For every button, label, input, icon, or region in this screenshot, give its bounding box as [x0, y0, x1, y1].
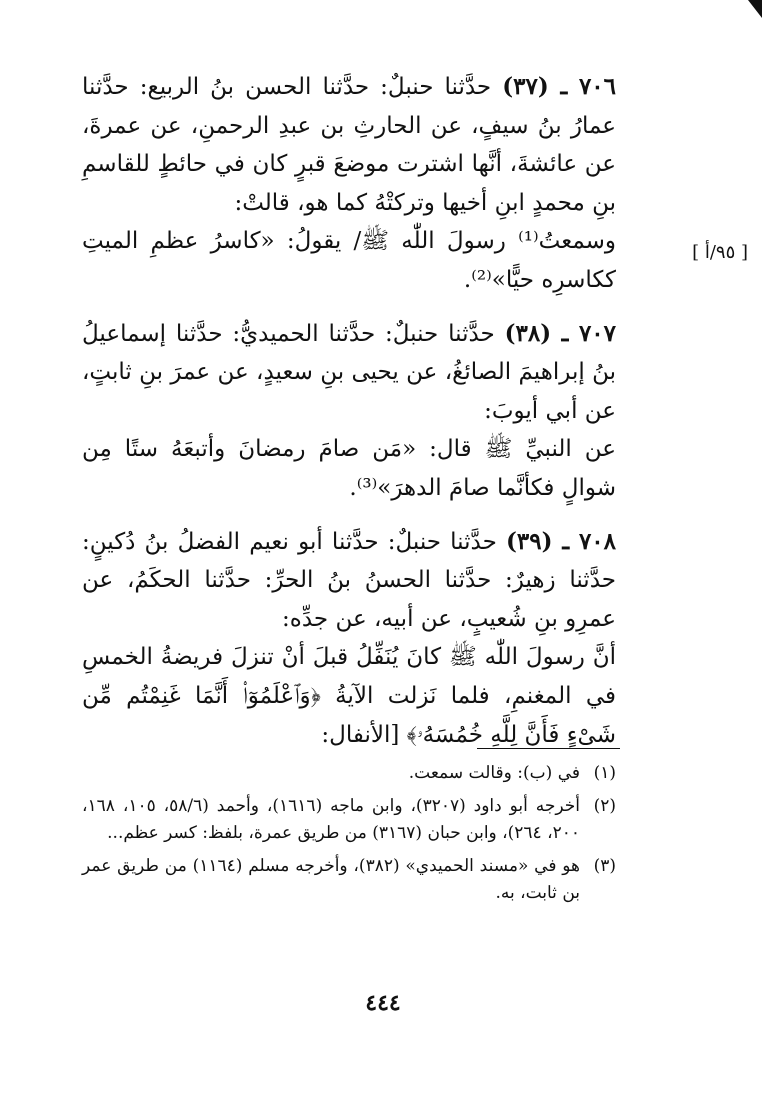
footnote-text: في (ب): وقالت سمعت.	[408, 763, 580, 783]
footnote-number: (١)	[593, 763, 616, 783]
paragraph-hadith-707-matn	[82, 430, 616, 507]
paragraph-text: حدَّثنا حنبلٌ: حدَّثنا الحسن بنُ الربيع: حدَّثنا عمارُ بنُ سيفٍ، عن الحارثِ بن عبدِ الرحمنِ، عن عمرةَ، عن عائشةَ، أنَّها اشترت موضعَ قبرٍ كان في حائطٍ للقاسمِ بنِ محمدٍ ابنِ أخيها وتركتْهُ كما هو، قالتْ:	[82, 74, 616, 216]
manuscript-folio-note: [ ٩٥/أ ]	[692, 242, 748, 263]
paragraph-hadith-708	[82, 523, 616, 639]
hadith-number: ٧٠٨ ـ (٣٩)	[505, 527, 616, 555]
paragraph-hadith-706	[82, 68, 616, 222]
hadith-number: ٧٠٧ ـ (٣٨)	[504, 319, 616, 347]
hadith-number: ٧٠٦ ـ (٣٧)	[502, 73, 617, 100]
paragraph-hadith-706-matn	[82, 222, 616, 299]
page-number: ٤٤٤	[365, 990, 401, 1016]
footnote-number: (٣)	[593, 856, 616, 876]
footnote-text: أخرجه أبو داود (٣٢٠٧)، وابن ماجه (١٦١٦)، وأحمد (٥٨/٦، ١٠٥، ١٦٨، ٢٠٠، ٢٦٤)، وابن حبان (٣١٦٧) من طريق عمرة، بلفظ: كسر عظم...	[82, 796, 581, 843]
footnote-3	[82, 853, 616, 907]
paragraph-text: أنَّ رسولَ اللّٰه ﷺ كانَ يُنَفِّلُ قبلَ أنْ تنزلَ فريضةُ الخمسِ في المغنمِ، فلما نَزلت الآيةُ ﴿وَٱعْلَمُوٓا۟ أَنَّمَا غَنِمْتُم مِّن شَىْءٍ فَأَنَّ لِلَّهِ خُمُسَهُۥ﴾ [الأنفال:	[82, 644, 616, 748]
footnote-1	[82, 760, 616, 787]
paragraph-text: حدَّثنا حنبلٌ: حدَّثنا أبو نعيم الفضلُ بنُ دُكينٍ: حدَّثنا زهيرٌ: حدَّثنا الحسنُ بنُ الحرِّ: حدَّثنا الحكَمُ، عن عمرِو بنِ شُعيبٍ، عن أبيه، عن جدِّه:	[82, 528, 616, 632]
paragraph-text: وسمعتُ⁽¹⁾ رسولَ اللّٰه ﷺ/ يقولُ: «كاسرُ عظمِ الميتِ ككاسرِه حيًّا»⁽²⁾.	[82, 228, 616, 293]
paragraph-hadith-708-matn	[82, 638, 616, 754]
footnote-number: (٢)	[593, 796, 616, 816]
footnote-divider	[477, 748, 620, 749]
paragraph-text: حدَّثنا حنبلٌ: حدَّثنا الحميديُّ: حدَّثنا إسماعيلُ بنُ إبراهيمَ الصائغُ، عن يحيى بنِ سعيدٍ، عن عمرَ بنِ ثابتٍ، عن أبي أيوبَ:	[82, 320, 616, 424]
footnotes	[82, 760, 616, 913]
paragraph-text: عن النبيِّ ﷺ قال: «مَن صامَ رمضانَ وأتبعَهُ ستًا مِن شوالٍ فكأنَّما صامَ الدهرَ»⁽³⁾.	[82, 436, 616, 501]
paragraph-hadith-707	[82, 315, 616, 431]
footnote-text: هو في «مسند الحميدي» (٣٨٢)، وأخرجه مسلم (١١٦٤) من طريق عمر بن ثابت، به.	[82, 856, 581, 903]
footnote-2	[82, 793, 616, 847]
main-text	[82, 68, 616, 754]
corner-mark	[748, 0, 762, 18]
